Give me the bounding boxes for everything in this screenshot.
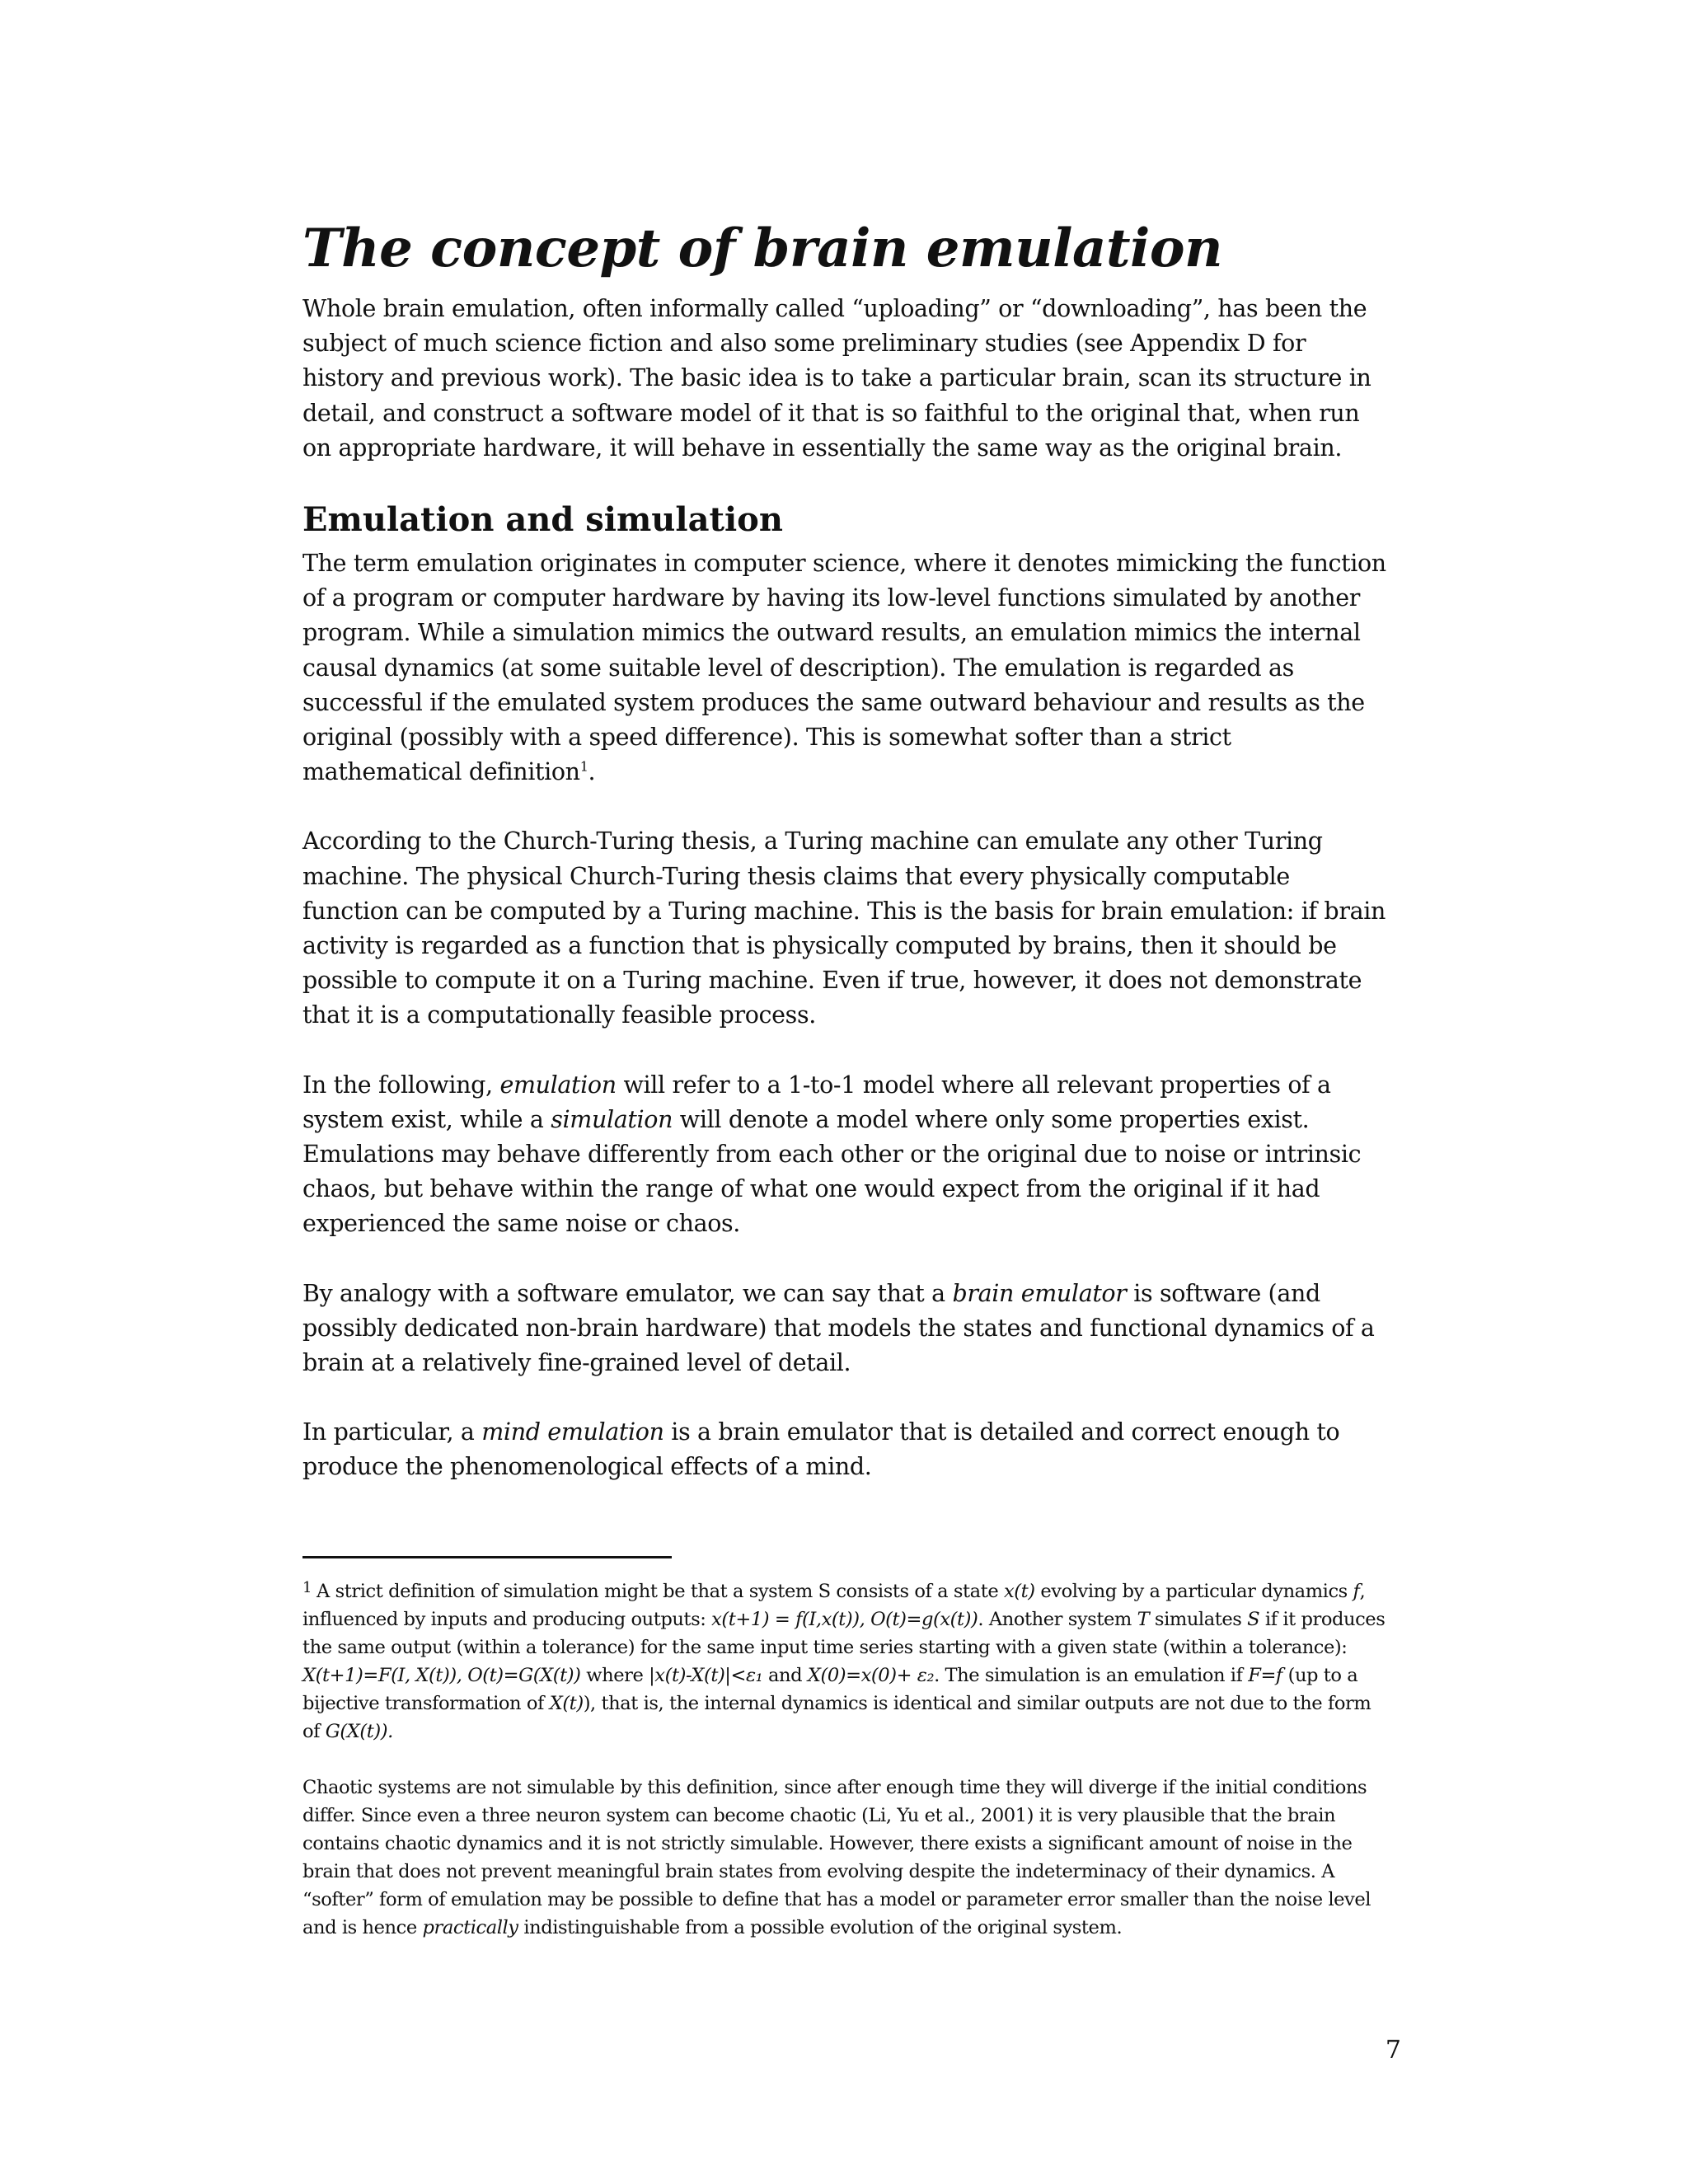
footnote-text: simulates	[1149, 1609, 1248, 1630]
math-expression: S	[1247, 1609, 1260, 1630]
math-expression: G(X(t)).	[325, 1721, 393, 1742]
paragraph-text: will refer to a 1-to-1 model where all relevant properties of a system exist, while a	[302, 1071, 1331, 1133]
paragraph-text: By analogy with a software emulator, we can say that a	[302, 1279, 953, 1307]
paragraph-church-turing: According to the Church-Turing thesis, a Turing machine can emulate any other Turing machine. The physical Church-Turing thesis claims that every physically computable function can be computed by a Turing machine. This is the basis for brain emulation: if brain activity is regarded as a function that is physically computed by brains, then it should be possible to compute it on a Turing machine. Even if true, however, it does not demonstrate that it is a computationally feasible process.	[302, 827, 1386, 1029]
italic-term: simulation	[551, 1105, 673, 1133]
paragraph-text: is software (and possibly dedicated non-brain hardware) that models the states and functional dynamics of a brain at a relatively fine-grained level of detail.	[302, 1279, 1375, 1377]
footnote-1	[302, 1574, 1390, 1746]
footnote-text: . The simulation is an emulation if	[934, 1665, 1249, 1686]
footnote-text: . Another system	[978, 1609, 1137, 1630]
footnote-text: ), that is, the internal dynamics is identical and similar outputs are not due to the form of	[302, 1693, 1372, 1742]
intro-paragraph: Whole brain emulation, often informally called “uploading” or “downloading”, has been the subject of much science fiction and also some preliminary studies (see Appendix D for history and previous work). The basic idea is to take a particular brain, scan its structure in detail, and construct a software model of it that is so faithful to the original that, when run on appropriate hardware, it will behave in essentially the same way as the original brain.	[302, 295, 1372, 462]
math-expression: T	[1137, 1609, 1150, 1630]
page-number: 7	[1385, 2036, 1401, 2064]
paragraph-emulation-vs-simulation	[302, 1068, 1390, 1242]
paragraph-text: is a brain emulator that is detailed and correct enough to produce the phenomenological effects of a mind.	[302, 1418, 1340, 1481]
math-expression: x(t)	[1003, 1581, 1035, 1602]
math-expression: X(t)	[549, 1693, 584, 1714]
footnote-text: evolving by a particular dynamics	[1034, 1581, 1353, 1602]
footnote-text: indistinguishable from a possible evolution of the original system.	[518, 1917, 1123, 1938]
italic-term: brain emulator	[952, 1279, 1127, 1307]
paragraph-text: The term emulation originates in computer science, where it denotes mimicking the function of a program or computer hardware by having its low-level functions simulated by another program. While a simulation mimics the outward results, an emulation mimics the internal causal dynamics (at some suitable level of description). The emulation is regarded as successful if the emulated system produces the same outward behaviour and results as the original (possibly with a speed difference). This is somewhat softer than a strict mathematical definition	[302, 550, 1386, 786]
page-title: The concept of brain emulation	[302, 218, 1223, 279]
footnote-text: Chaotic systems are not simulable by this definition, since after enough time they will diverge if the initial conditions differ. Since even a three neuron system can become chaotic (Li, Yu et al., 2001) it is very plausible that the brain contains chaotic dynamics and it is not strictly simulable. However, there exists a significant amount of noise in the brain that does not prevent meaningful brain states from evolving despite the indeterminacy of their dynamics. A “softer” form of emulation may be possible to define that has a model or parameter error smaller than the noise level and is hence	[302, 1777, 1372, 1938]
italic-term: emulation	[499, 1071, 617, 1099]
italic-term: practically	[422, 1917, 518, 1938]
paragraph-text: In the following,	[302, 1071, 500, 1099]
footnote-divider	[302, 1556, 672, 1558]
footnote-text: (up to a bijective transformation of	[302, 1665, 1358, 1714]
footnotes	[302, 1574, 1390, 1942]
italic-term: mind emulation	[481, 1418, 664, 1446]
math-expression: f	[1353, 1581, 1360, 1602]
math-expression: F=f	[1248, 1665, 1282, 1686]
paragraph-text: will denote a model where only some properties exist. Emulations may behave differently from each other or the original due to noise or intrinsic chaos, but behave within the range of what one would expect from the original if it had experienced the same noise or chaos.	[302, 1105, 1362, 1238]
math-expression: |x(t)-X(t)|<ε₁	[649, 1665, 763, 1686]
math-expression: X(t+1)=F(I, X(t)), O(t)=G(X(t))	[302, 1665, 581, 1686]
paragraph-text: In particular, a	[302, 1418, 482, 1446]
section-heading: Emulation and simulation	[302, 500, 783, 540]
footnote-1-continued	[302, 1774, 1390, 1942]
footnote-reference[interactable]: 1	[579, 758, 588, 775]
footnote-number: 1	[302, 1579, 312, 1596]
math-expression: x(t+1) = f(I,x(t)), O(t)=g(x(t))	[711, 1609, 978, 1630]
footnote-text: A strict definition of simulation might be that a system S consists of a state	[316, 1581, 1004, 1602]
paragraph-text-end: .	[588, 758, 596, 786]
footnote-text: , influenced by inputs and producing outputs:	[302, 1581, 1366, 1630]
math-expression: X(0)=x(0)+ ε₂	[807, 1665, 935, 1686]
page-body	[302, 216, 1390, 1485]
footnote-text: where	[580, 1665, 649, 1686]
paragraph-brain-emulator	[302, 1277, 1390, 1381]
paragraph-mind-emulation	[302, 1415, 1390, 1484]
footnote-text: if it produces the same output (within a tolerance) for the same input time series starting with a given state (within a tolerance):	[302, 1609, 1386, 1658]
footnote-text: and	[762, 1665, 808, 1686]
paragraph-emulation-definition	[302, 546, 1390, 790]
